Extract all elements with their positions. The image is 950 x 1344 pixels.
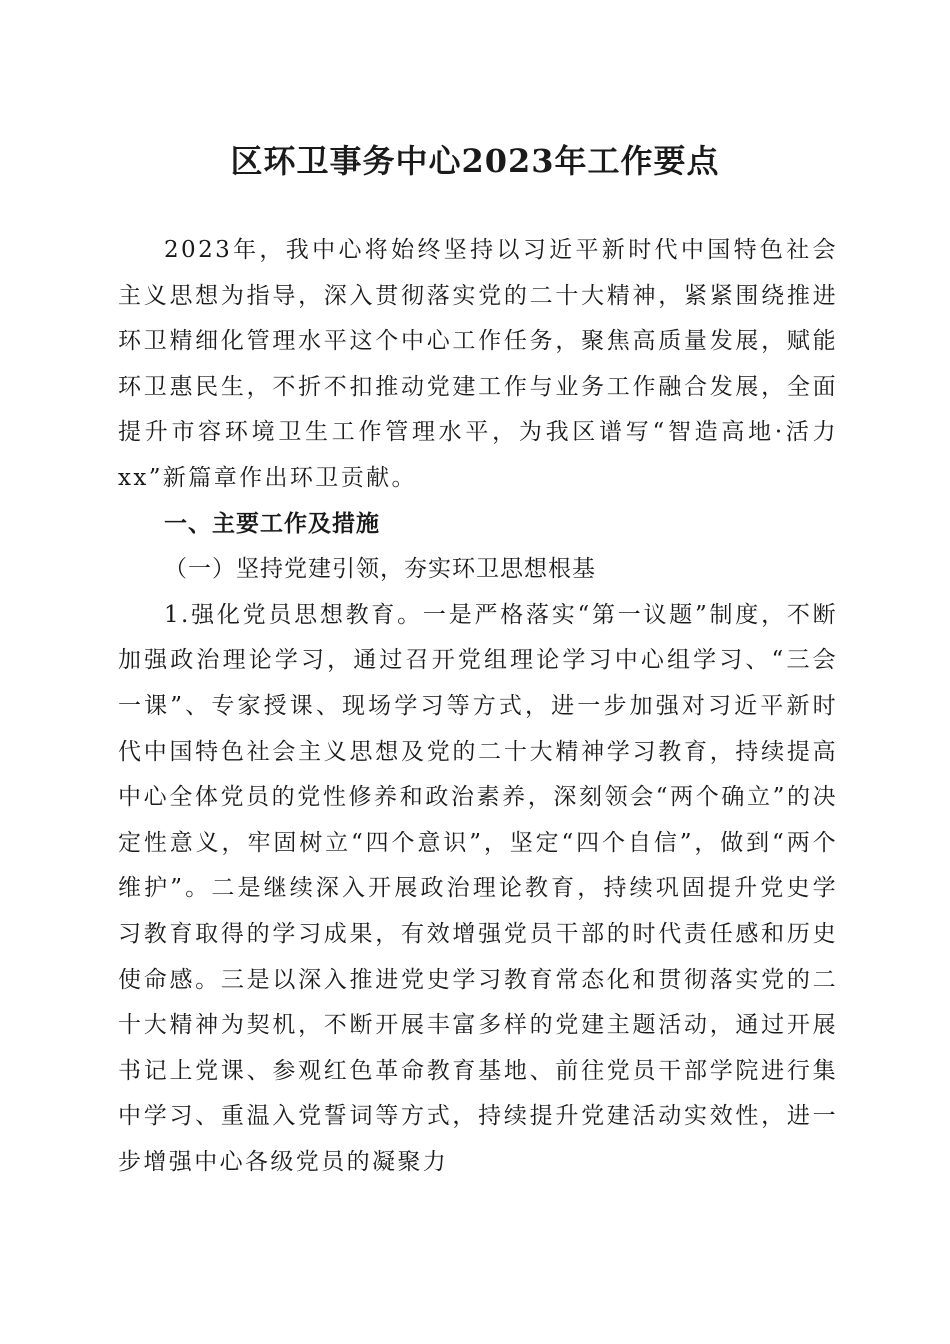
item-paragraph: 1.强化党员思想教育。一是严格落实“第一议题”制度，不断加强政治理论学习，通过召开党组理论学习中心组学习、“三会一课”、专家授课、现场学习等方式，进一步加强对习近平新时代中国特色社会主义思想及党的二十大精神学习教育，持续提高中心全体党员的党性修养和政治素养，深刻领会“两个确立”的决定性意义，牢固树立“四个意识”，坚定“四个自信”，做到“两个维护”。二是继续深入开展政治理论教育，持续巩固提升党史学习教育取得的学习成果，有效增强党员干部的时代责任感和历史使命感。三是以深入推进党史学习教育常态化和贯彻落实党的二十大精神为契机，不断开展丰富多样的党建主题活动，通过开展书记上党课、参观红色革命教育基地、前往党员干部学院进行集中学习、重温入党誓词等方式，持续提升党建活动实效性，进一步增强中心各级党员的凝聚力	[118, 601, 838, 1175]
section-heading: 一、主要工作及措施	[164, 510, 380, 537]
intro-paragraph: 2023年，我中心将始终坚持以习近平新时代中国特色社会主义思想为指导，深入贯彻落实党的二十大精神，紧紧围绕推进环卫精细化管理水平这个中心工作任务，聚焦高质量发展，赋能环卫惠民生，不折不扣推动党建工作与业务工作融合发展，全面提升市容环境卫生工作管理水平，为我区谱写“智造高地·活力xx”新篇章作出环卫贡献。	[118, 237, 838, 491]
document-body	[118, 228, 838, 1185]
subsection-heading: （一）坚持党建引领，夯实环卫思想根基	[164, 556, 596, 583]
document-title: 区环卫事务中心2023年工作要点	[230, 142, 720, 180]
